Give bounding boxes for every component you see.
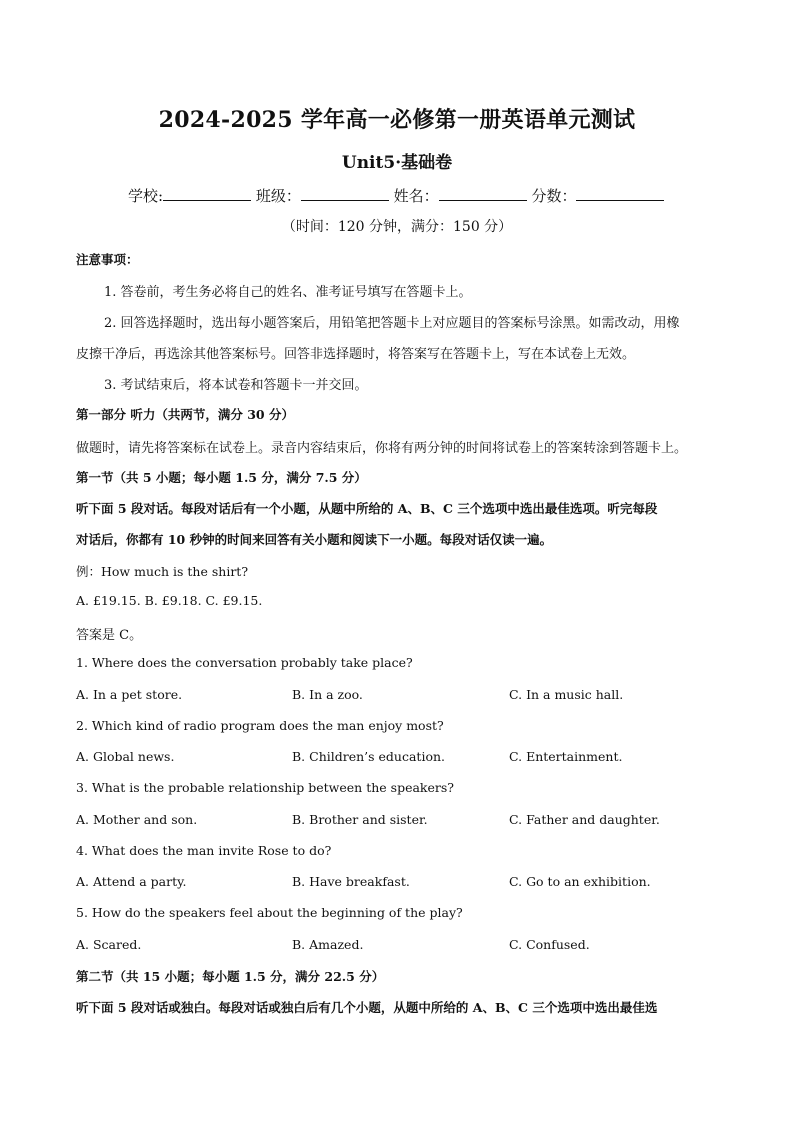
school-label: 学校:: [128, 187, 164, 205]
exam-title: 2024-2025 学年高一必修第一册英语单元测试: [158, 107, 636, 133]
part1-heading: 第一部分 听力（共两节，满分 30 分）: [76, 407, 294, 422]
name-label: 姓名：: [393, 187, 439, 205]
question-1-option-c: C. In a music hall.: [509, 687, 624, 702]
example-answer: 答案是 C。: [76, 628, 143, 643]
question-3: 3. What is the probable relationship between the speakers?: [76, 780, 454, 795]
note-item-2-cont: 皮擦干净后，再选涂其他答案标号。回答非选择题时，将答案写在答题卡上，写在本试卷上无效。: [76, 347, 636, 362]
question-2-option-c: C. Entertainment.: [509, 749, 623, 764]
question-3-option-c: C. Father and daughter.: [509, 812, 660, 827]
part1-intro: 做题时，请先将答案标在试卷上。录音内容结束后，你将有两分钟的时间将试卷上的答案转涂到答题卡上。: [76, 441, 688, 456]
notes-heading: 注意事项：: [76, 252, 139, 267]
question-3-option-a: A. Mother and son.: [76, 812, 198, 827]
question-5-option-b: B. Amazed.: [292, 937, 364, 952]
section2-heading: 第二节（共 15 小题；每小题 1.5 分，满分 22.5 分）: [76, 969, 385, 984]
score-label: 分数：: [531, 187, 577, 205]
question-2-option-b: B. Children’s education.: [292, 749, 446, 764]
section1-instructions-1: 听下面 5 段对话。每段对话后有一个小题，从题中所给的 A、B、C 三个选项中选出最佳选项。听完每段: [76, 501, 658, 516]
question-1: 1. Where does the conversation probably take place?: [76, 655, 413, 670]
question-1-option-a: A. In a pet store.: [76, 687, 183, 702]
question-5: 5. How do the speakers feel about the beginning of the play?: [76, 905, 463, 920]
time-note: （时间：120 分钟，满分：150 分）: [281, 219, 513, 235]
question-2-option-a: A. Global news.: [76, 749, 175, 764]
exam-subtitle: Unit5·基础卷: [341, 153, 453, 173]
score-blank[interactable]: [576, 186, 664, 201]
note-item-1: 1. 答卷前，考生务必将自己的姓名、准考证号填写在答题卡上。: [104, 285, 472, 300]
section1-heading: 第一节（共 5 小题；每小题 1.5 分，满分 7.5 分）: [76, 470, 367, 485]
section1-instructions-2: 对话后，你都有 10 秒钟的时间来回答有关小题和阅读下一小题。每段对话仅读一遍。: [76, 532, 553, 547]
section2-instructions: 听下面 5 段对话或独白。每段对话或独白后有几个小题，从题中所给的 A、B、C 三个选项中选出最佳选: [76, 1000, 658, 1015]
question-3-option-b: B. Brother and sister.: [292, 812, 428, 827]
class-blank[interactable]: [301, 186, 389, 201]
name-blank[interactable]: [439, 186, 527, 201]
question-4-option-c: C. Go to an exhibition.: [509, 874, 651, 889]
question-5-option-c: C. Confused.: [509, 937, 590, 952]
example-question: 例：How much is the shirt?: [76, 564, 249, 579]
note-item-3: 3. 考试结束后，将本试卷和答题卡一并交回。: [104, 378, 368, 393]
question-4-option-a: A. Attend a party.: [76, 874, 187, 889]
question-2: 2. Which kind of radio program does the man enjoy most?: [76, 718, 444, 733]
student-info-fields: [128, 185, 664, 206]
class-label: 班级：: [255, 187, 301, 205]
example-options: A. £19.15. B. £9.18. C. £9.15.: [76, 593, 263, 608]
note-item-2: 2. 回答选择题时，选出每小题答案后，用铅笔把答题卡上对应题目的答案标号涂黑。如需改动，用橡: [104, 316, 680, 331]
question-4: 4. What does the man invite Rose to do?: [76, 843, 332, 858]
school-blank[interactable]: [163, 186, 251, 201]
question-5-option-a: A. Scared.: [76, 937, 142, 952]
question-1-option-b: B. In a zoo.: [292, 687, 363, 702]
question-4-option-b: B. Have breakfast.: [292, 874, 410, 889]
